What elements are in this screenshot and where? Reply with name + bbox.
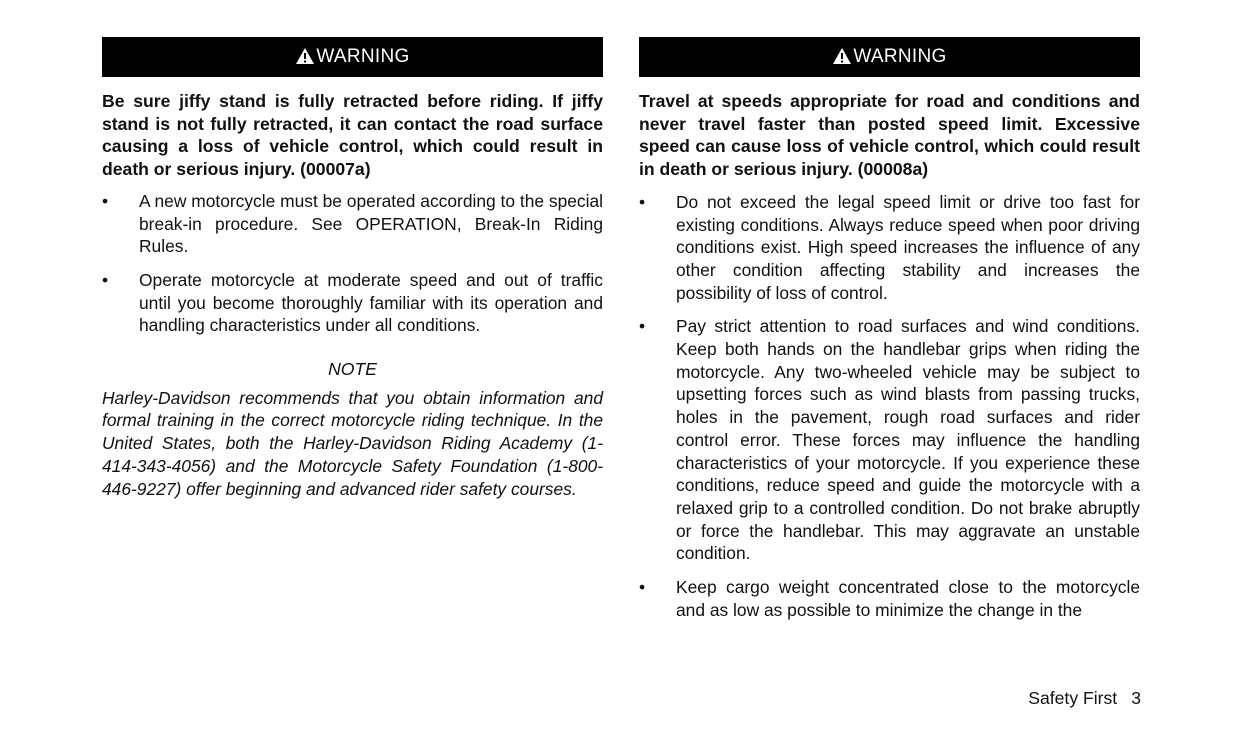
bullet-text: Do not exceed the legal speed limit or drive too fast for existing conditions. Always reduce speed when poor driving conditions exist. High speed increases the influence of any other condition affecting stability and increases the possibility of loss of control.	[676, 191, 1140, 303]
warning-text: Travel at speeds appropriate for road and conditions and never travel faster than posted speed limit. Excessive speed can cause loss of vehicle control, which could result in death or serious injury. (00008a)	[639, 91, 1140, 180]
bullet-list	[102, 190, 603, 337]
page-number: 3	[1131, 688, 1141, 708]
bullet-marker: •	[102, 190, 109, 211]
warning-banner	[102, 37, 603, 77]
bullet-item	[102, 190, 603, 258]
footer-section-title: Safety First	[1028, 688, 1118, 708]
bullet-text: Keep cargo weight concentrated close to the motorcycle and as low as possible to minimize the change in the	[676, 577, 1140, 620]
warning-triangle-icon	[832, 47, 852, 65]
bullet-marker: •	[639, 191, 646, 212]
bullet-item	[639, 576, 1140, 621]
bullet-marker: •	[102, 269, 109, 290]
bullet-marker: •	[639, 316, 646, 337]
note-text: Harley-Davidson recommends that you obtain information and formal training in the correct motorcycle riding technique. In the United States, both the Harley-Davidson Riding Academy (1-414-343-4056) and the Motorcycle Safety Foundation (1-800-446-9227) offer beginning and advanced rider safety courses.	[102, 387, 603, 499]
right-column	[639, 37, 1140, 632]
bullet-item	[102, 269, 603, 337]
left-column	[102, 37, 603, 500]
warning-label: WARNING	[853, 46, 947, 67]
bullet-list	[639, 191, 1140, 622]
warning-banner	[639, 37, 1140, 77]
warning-label: WARNING	[316, 46, 410, 67]
warning-text: Be sure jiffy stand is fully retracted before riding. If jiffy stand is not fully retracted, it can contact the road surface causing a loss of vehicle control, which could result in death or serious injury. (00007a)	[102, 91, 603, 180]
note-heading: NOTE	[328, 359, 377, 380]
page-footer	[1028, 688, 1141, 709]
bullet-item	[639, 315, 1140, 565]
warning-triangle-icon	[295, 47, 315, 65]
bullet-text: A new motorcycle must be operated according to the special break-in procedure. See OPERATION, Break-In Riding Rules.	[139, 190, 604, 257]
bullet-marker: •	[639, 577, 646, 598]
bullet-text: Operate motorcycle at moderate speed and out of traffic until you become thoroughly familiar with its operation and handling characteristics under all conditions.	[139, 269, 603, 336]
bullet-text: Pay strict attention to road surfaces and wind conditions. Keep both hands on the handlebar grips when riding the motorcycle. Any two-wheeled vehicle may be subject to upsetting forces such as wind blasts from passing trucks, holes in the pavement, rough road surfaces and rider control error. These forces may influence the handling characteristics of your motorcycle. If you experience these conditions, reduce speed and guide the motorcycle with a relaxed grip to a controlled condition. Do not brake abruptly or force the handlebar. This may aggravate an unstable condition.	[676, 316, 1140, 564]
bullet-item	[639, 191, 1140, 305]
